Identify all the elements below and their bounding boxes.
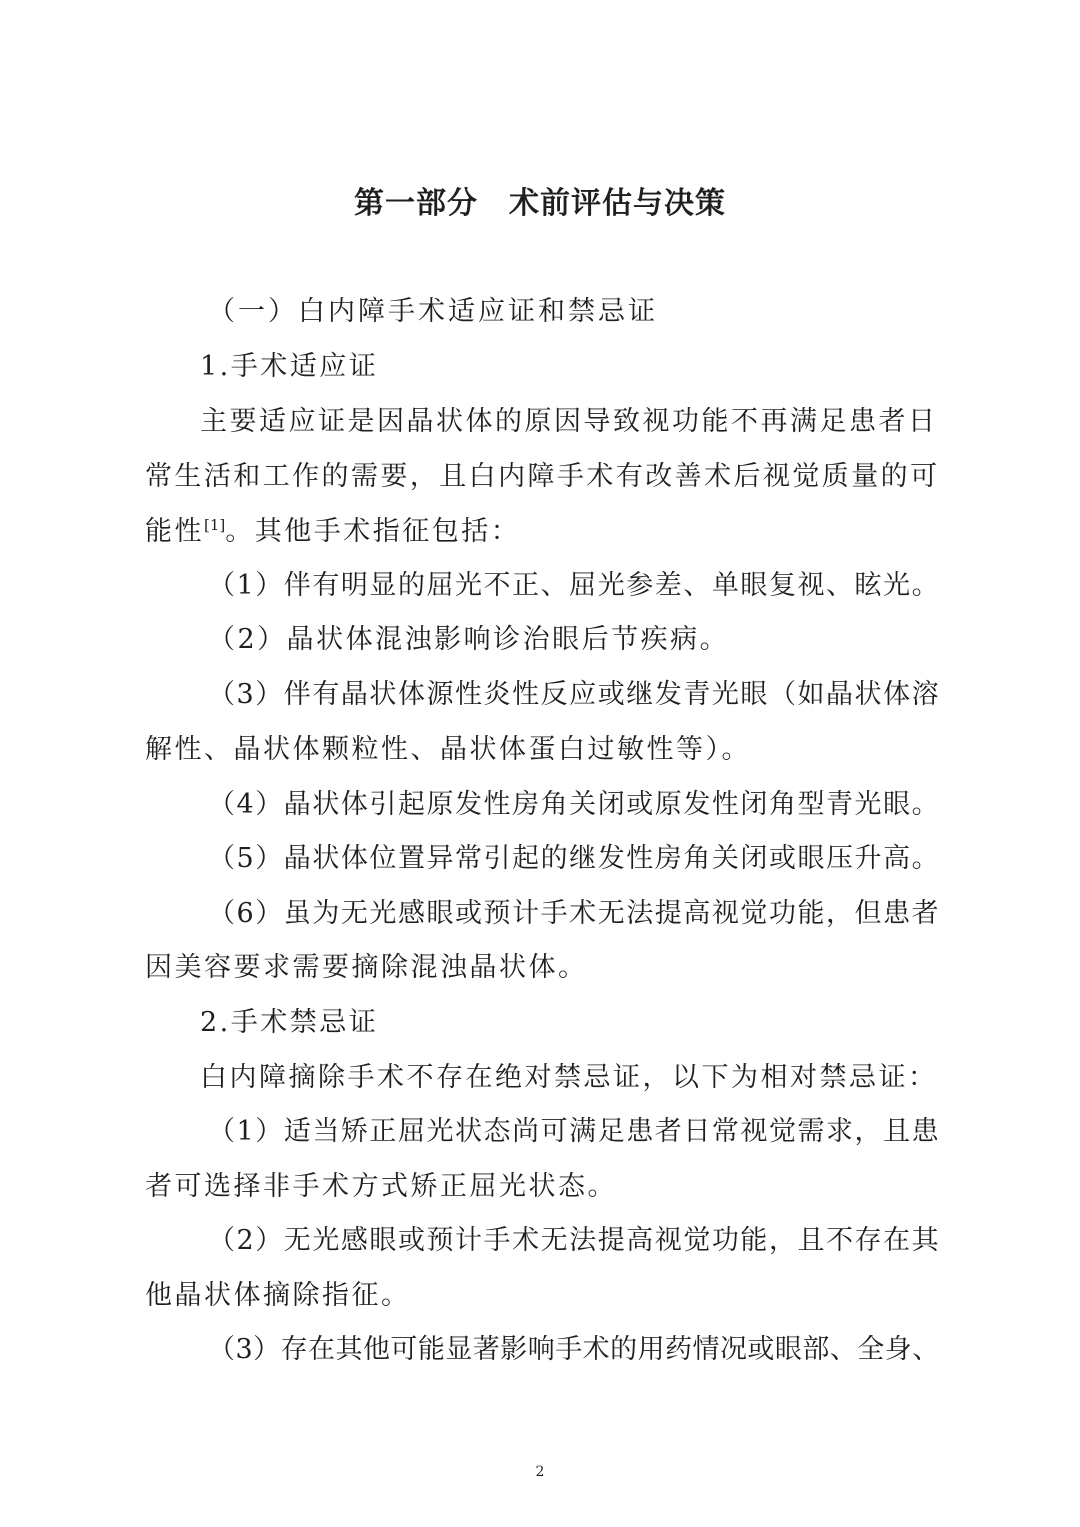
- indication-3-line2: 解性、晶状体颗粒性、晶状体蛋白过敏性等）。: [145, 734, 751, 765]
- citation-ref: [1]: [204, 516, 226, 534]
- contra-2-line2: 他晶状体摘除指征。: [145, 1280, 411, 1311]
- para1-line3-start: 能性: [145, 516, 204, 547]
- indication-2: （2）晶状体混浊影响诊治眼后节疾病。: [208, 624, 730, 655]
- contra-1-line1: （1）适当矫正屈光状态尚可满足患者日常视觉需求，且患: [208, 1116, 941, 1147]
- section-heading: （一）白内障手术适应证和禁忌证: [208, 296, 658, 327]
- contra-3-line1: （3）存在其他可能显著影响手术的用药情况或眼部、全身、: [208, 1334, 940, 1365]
- para1-line2: 常生活和工作的需要，且白内障手术有改善术后视觉质量的可: [145, 461, 940, 492]
- indication-6-line1: （6）虽为无光感眼或预计手术无法提高视觉功能，但患者: [208, 898, 941, 929]
- indication-4: （4）晶状体引起原发性房角关闭或原发性闭角型青光眼。: [208, 789, 941, 820]
- subheading-contraindications: 2.手术禁忌证: [200, 1007, 379, 1038]
- indication-5: （5）晶状体位置异常引起的继发性房角关闭或眼压升高。: [208, 843, 941, 874]
- contra-1-line2: 者可选择非手术方式矫正屈光状态。: [145, 1171, 617, 1202]
- indication-3-line1: （3）伴有晶状体源性炎性反应或继发青光眼（如晶状体溶: [208, 679, 941, 710]
- contra-intro: 白内障摘除手术不存在绝对禁忌证，以下为相对禁忌证：: [200, 1062, 938, 1093]
- subheading-indications: 1.手术适应证: [200, 351, 379, 382]
- page-number: 2: [535, 1464, 545, 1480]
- para1-line3: [145, 512, 520, 552]
- indication-6-line2: 因美容要求需要摘除混浊晶状体。: [145, 952, 588, 983]
- para1-line1: 主要适应证是因晶状体的原因导致视功能不再满足患者日: [200, 406, 938, 437]
- part-title: 第一部分 术前评估与决策: [354, 186, 726, 221]
- contra-2-line1: （2）无光感眼或预计手术无法提高视觉功能，且不存在其: [208, 1225, 941, 1256]
- para1-line3-end: 。其他手术指征包括：: [225, 516, 521, 547]
- indication-1: （1）伴有明显的屈光不正、屈光参差、单眼复视、眩光。: [208, 570, 941, 601]
